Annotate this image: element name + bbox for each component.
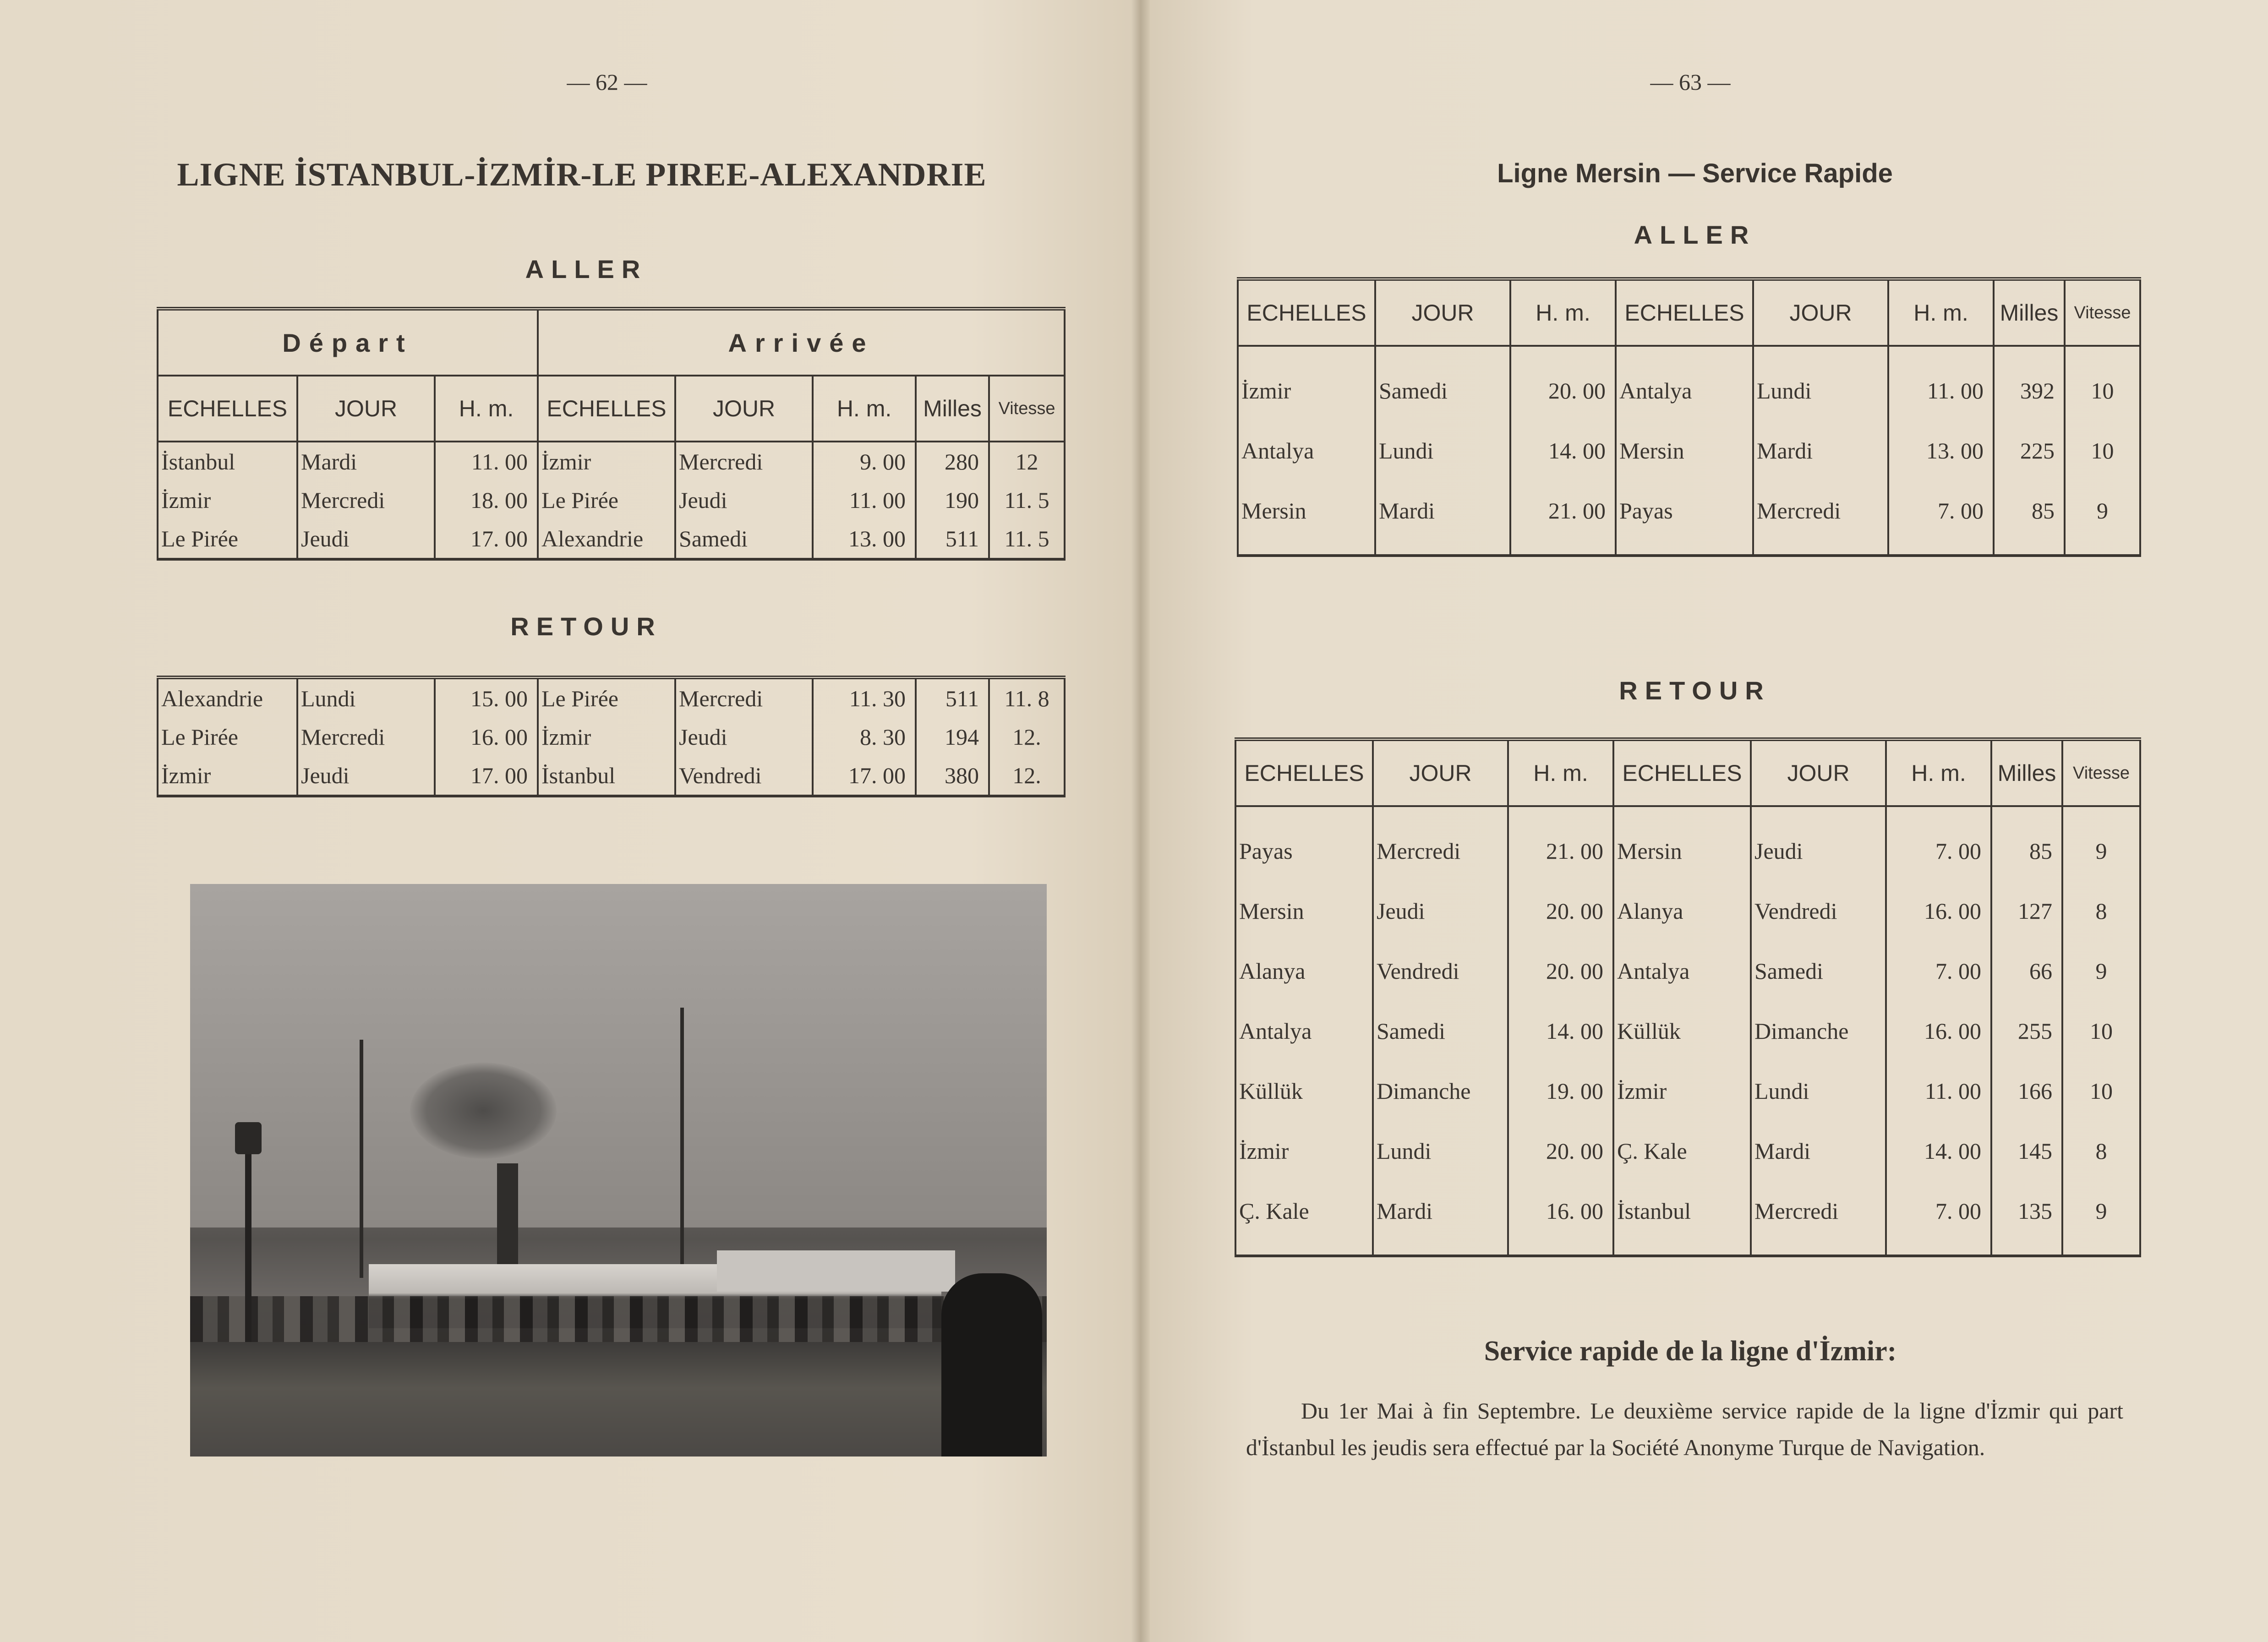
harbor-photograph xyxy=(190,884,1047,1457)
table-cell: 10 xyxy=(2062,1001,2140,1061)
retour-rows xyxy=(158,677,1065,796)
table-row xyxy=(1238,480,2140,556)
table-cell: 380 xyxy=(916,756,989,796)
table-cell: Küllük xyxy=(1613,1001,1751,1061)
table-cell: 10 xyxy=(2065,420,2140,480)
table-cell: 7. 00 xyxy=(1886,941,1991,1001)
table-cell: Mercredi xyxy=(297,481,435,519)
table-cell: 20. 00 xyxy=(1510,346,1616,420)
table-cell: İstanbul xyxy=(1613,1181,1751,1256)
aller-rows xyxy=(1238,346,2140,556)
table-cell: Vendredi xyxy=(1751,881,1886,941)
table-cell: 11. 00 xyxy=(435,442,538,481)
table-cell: Mercredi xyxy=(1751,1181,1886,1256)
col-vitesse: Vitesse xyxy=(989,376,1065,442)
aller-timetable-right xyxy=(1237,277,2141,557)
table-cell: 85 xyxy=(1994,480,2065,556)
table-cell: 17. 00 xyxy=(435,756,538,796)
table-cell: Mercredi xyxy=(675,677,813,718)
ship-funnel xyxy=(497,1163,518,1269)
table-cell: 11. 5 xyxy=(989,519,1065,559)
col-milles: Milles xyxy=(1994,279,2065,346)
table-cell: 225 xyxy=(1994,420,2065,480)
note-paragraph: Du 1er Mai à fin Septembre. Le deuxième service rapide de la ligne d'İzmir qui part d'İstanbul les jeudis sera effectué par la Société Anonyme Turque de Navigation. xyxy=(1246,1398,2123,1460)
table-cell: 12. xyxy=(989,756,1065,796)
table-cell: Alanya xyxy=(1613,881,1751,941)
table-cell: Mercredi xyxy=(297,718,435,756)
table-cell: 13. 00 xyxy=(813,519,916,559)
table-cell: 10 xyxy=(2062,1061,2140,1121)
table-cell: 16. 00 xyxy=(1508,1181,1613,1256)
table-cell: 21. 00 xyxy=(1510,480,1616,556)
col-echelles: ECHELLES xyxy=(1238,279,1375,346)
col-vitesse: Vitesse xyxy=(2065,279,2140,346)
table-cell: Antalya xyxy=(1235,1001,1373,1061)
table-cell: 16. 00 xyxy=(435,718,538,756)
table-cell: Mardi xyxy=(1373,1181,1508,1256)
table-row xyxy=(158,481,1065,519)
table-cell: 127 xyxy=(1991,881,2062,941)
table-cell: 14. 00 xyxy=(1886,1121,1991,1181)
col-jour: JOUR xyxy=(1751,739,1886,806)
street-lamp xyxy=(245,1145,251,1342)
table-row xyxy=(1235,1001,2140,1061)
table-row xyxy=(158,718,1065,756)
table-cell: Mercredi xyxy=(1373,806,1508,881)
aller-timetable-left xyxy=(157,307,1066,561)
table-cell: İzmir xyxy=(158,481,297,519)
table-cell: 9 xyxy=(2065,480,2140,556)
col-hm: H. m. xyxy=(1888,279,1994,346)
col-milles: Milles xyxy=(1991,739,2062,806)
table-cell: 66 xyxy=(1991,941,2062,1001)
table-cell: Mardi xyxy=(1751,1121,1886,1181)
table-cell: Alexandrie xyxy=(538,519,675,559)
table-row xyxy=(1238,420,2140,480)
col-milles: Milles xyxy=(916,376,989,442)
table-cell: İzmir xyxy=(538,718,675,756)
table-cell: Mardi xyxy=(297,442,435,481)
table-cell: Payas xyxy=(1616,480,1753,556)
retour-timetable-left xyxy=(157,676,1066,797)
table-cell: 511 xyxy=(916,677,989,718)
col-jour: JOUR xyxy=(1375,279,1510,346)
table-cell: Samedi xyxy=(1373,1001,1508,1061)
table-cell: 19. 00 xyxy=(1508,1061,1613,1121)
table-cell: 17. 00 xyxy=(813,756,916,796)
table-row xyxy=(1238,346,2140,420)
col-vitesse: Vitesse xyxy=(2062,739,2140,806)
table-cell: 9 xyxy=(2062,806,2140,881)
table-cell: Mersin xyxy=(1238,480,1375,556)
table-row xyxy=(1235,1121,2140,1181)
col-hm: H. m. xyxy=(813,376,916,442)
page-title-left: LIGNE İSTANBUL-İZMİR-LE PIREE-ALEXANDRIE xyxy=(177,156,987,193)
col-jour: JOUR xyxy=(1373,739,1508,806)
col-echelles: ECHELLES xyxy=(1235,739,1373,806)
col-hm: H. m. xyxy=(1886,739,1991,806)
table-cell: 11. 8 xyxy=(989,677,1065,718)
aller-heading-right: ALLER xyxy=(1634,220,1756,249)
table-cell: Le Pirée xyxy=(158,718,297,756)
table-cell: İzmir xyxy=(1235,1121,1373,1181)
depart-header: Départ xyxy=(158,309,538,376)
table-cell: 11. 00 xyxy=(1888,346,1994,420)
table-cell: 21. 00 xyxy=(1508,806,1613,881)
table-cell: Mersin xyxy=(1613,806,1751,881)
table-cell: Samedi xyxy=(1751,941,1886,1001)
table-row xyxy=(1235,806,2140,881)
table-cell: 9 xyxy=(2062,941,2140,1001)
table-cell: Mercredi xyxy=(675,442,813,481)
table-cell: İzmir xyxy=(158,756,297,796)
col-jour: JOUR xyxy=(1753,279,1888,346)
column-header-row xyxy=(158,376,1065,442)
table-cell: 8 xyxy=(2062,1121,2140,1181)
table-cell: 20. 00 xyxy=(1508,1121,1613,1181)
table-cell: Antalya xyxy=(1616,346,1753,420)
table-cell: 11. 00 xyxy=(813,481,916,519)
col-echelles: ECHELLES xyxy=(538,376,675,442)
book-spine xyxy=(1131,0,1150,1642)
table-cell: 392 xyxy=(1994,346,2065,420)
table-cell: Le Pirée xyxy=(158,519,297,559)
table-cell: 7. 00 xyxy=(1886,1181,1991,1256)
porter-figure xyxy=(941,1273,1042,1457)
retour-rows xyxy=(1235,806,2140,1256)
page-number-left: — 62 — xyxy=(567,69,647,95)
table-cell: 18. 00 xyxy=(435,481,538,519)
note-title: Service rapide de la ligne d'İzmir: xyxy=(1484,1336,1897,1367)
table-row xyxy=(1235,881,2140,941)
table-cell: Vendredi xyxy=(675,756,813,796)
retour-timetable-right xyxy=(1235,737,2141,1257)
table-cell: 14. 00 xyxy=(1510,420,1616,480)
table-cell: Jeudi xyxy=(1751,806,1886,881)
table-cell: Mardi xyxy=(1753,420,1888,480)
table-row xyxy=(1235,1061,2140,1121)
col-echelles: ECHELLES xyxy=(1616,279,1753,346)
table-cell: Lundi xyxy=(1751,1061,1886,1121)
table-cell: Jeudi xyxy=(675,718,813,756)
table-cell: 16. 00 xyxy=(1886,1001,1991,1061)
col-jour: JOUR xyxy=(675,376,813,442)
table-row xyxy=(158,756,1065,796)
table-cell: Jeudi xyxy=(297,519,435,559)
table-cell: 8 xyxy=(2062,881,2140,941)
table-cell: 14. 00 xyxy=(1508,1001,1613,1061)
table-cell: Samedi xyxy=(675,519,813,559)
table-cell: 13. 00 xyxy=(1888,420,1994,480)
col-hm: H. m. xyxy=(435,376,538,442)
table-cell: 145 xyxy=(1991,1121,2062,1181)
table-cell: 10 xyxy=(2065,346,2140,420)
quay xyxy=(190,1342,1047,1457)
table-cell: Ç. Kale xyxy=(1235,1181,1373,1256)
table-cell: 11. 00 xyxy=(1886,1061,1991,1121)
table-cell: 8. 30 xyxy=(813,718,916,756)
col-hm: H. m. xyxy=(1510,279,1616,346)
table-cell: 7. 00 xyxy=(1888,480,1994,556)
table-cell: 12. xyxy=(989,718,1065,756)
table-cell: Le Pirée xyxy=(538,481,675,519)
col-echelles: ECHELLES xyxy=(1613,739,1751,806)
table-cell: Ç. Kale xyxy=(1613,1121,1751,1181)
table-cell: 135 xyxy=(1991,1181,2062,1256)
table-cell: 11. 30 xyxy=(813,677,916,718)
table-cell: Samedi xyxy=(1375,346,1510,420)
arrivee-header: Arrivée xyxy=(538,309,1065,376)
table-cell: 15. 00 xyxy=(435,677,538,718)
page-title-right: Ligne Mersin — Service Rapide xyxy=(1497,158,1893,188)
table-cell: Mersin xyxy=(1616,420,1753,480)
col-jour: JOUR xyxy=(297,376,435,442)
table-cell: 194 xyxy=(916,718,989,756)
table-cell: 11. 5 xyxy=(989,481,1065,519)
table-cell: Alanya xyxy=(1235,941,1373,1001)
retour-heading-left: RETOUR xyxy=(510,612,662,641)
table-cell: İstanbul xyxy=(538,756,675,796)
aller-rows xyxy=(158,442,1065,559)
table-cell: Jeudi xyxy=(675,481,813,519)
table-cell: 85 xyxy=(1991,806,2062,881)
table-row xyxy=(158,519,1065,559)
table-cell: Dimanche xyxy=(1751,1001,1886,1061)
table-cell: 12 xyxy=(989,442,1065,481)
table-row xyxy=(1235,941,2140,1001)
table-cell: Mercredi xyxy=(1753,480,1888,556)
table-cell: Antalya xyxy=(1613,941,1751,1001)
table-cell: Lundi xyxy=(1373,1121,1508,1181)
table-cell: Jeudi xyxy=(1373,881,1508,941)
table-cell: Jeudi xyxy=(297,756,435,796)
retour-heading-right: RETOUR xyxy=(1619,676,1771,705)
col-hm: H. m. xyxy=(1508,739,1613,806)
table-cell: 9 xyxy=(2062,1181,2140,1256)
table-row xyxy=(158,442,1065,481)
table-cell: 20. 00 xyxy=(1508,881,1613,941)
table-cell: 7. 00 xyxy=(1886,806,1991,881)
table-cell: İzmir xyxy=(538,442,675,481)
table-cell: Lundi xyxy=(297,677,435,718)
table-cell: 9. 00 xyxy=(813,442,916,481)
table-cell: 16. 00 xyxy=(1886,881,1991,941)
page-number-right: — 63 — xyxy=(1650,69,1731,95)
aller-heading-left: ALLER xyxy=(525,255,648,284)
col-echelles: ECHELLES xyxy=(158,376,297,442)
table-cell: 166 xyxy=(1991,1061,2062,1121)
table-cell: İzmir xyxy=(1613,1061,1751,1121)
table-cell: 190 xyxy=(916,481,989,519)
table-cell: Payas xyxy=(1235,806,1373,881)
table-cell: 511 xyxy=(916,519,989,559)
table-cell: 255 xyxy=(1991,1001,2062,1061)
table-cell: Lundi xyxy=(1753,346,1888,420)
table-cell: Mardi xyxy=(1375,480,1510,556)
table-row xyxy=(1235,1181,2140,1256)
table-cell: Antalya xyxy=(1238,420,1375,480)
table-cell: Mersin xyxy=(1235,881,1373,941)
column-header-row xyxy=(1238,279,2140,346)
table-cell: Lundi xyxy=(1375,420,1510,480)
table-cell: Le Pirée xyxy=(538,677,675,718)
table-row xyxy=(158,677,1065,718)
table-cell: Dimanche xyxy=(1373,1061,1508,1121)
table-cell: Alexandrie xyxy=(158,677,297,718)
table-cell: İstanbul xyxy=(158,442,297,481)
table-cell: 17. 00 xyxy=(435,519,538,559)
table-cell: Vendredi xyxy=(1373,941,1508,1001)
table-cell: 20. 00 xyxy=(1508,941,1613,1001)
table-cell: 280 xyxy=(916,442,989,481)
table-cell: Küllük xyxy=(1235,1061,1373,1121)
column-header-row xyxy=(1235,739,2140,806)
table-cell: İzmir xyxy=(1238,346,1375,420)
